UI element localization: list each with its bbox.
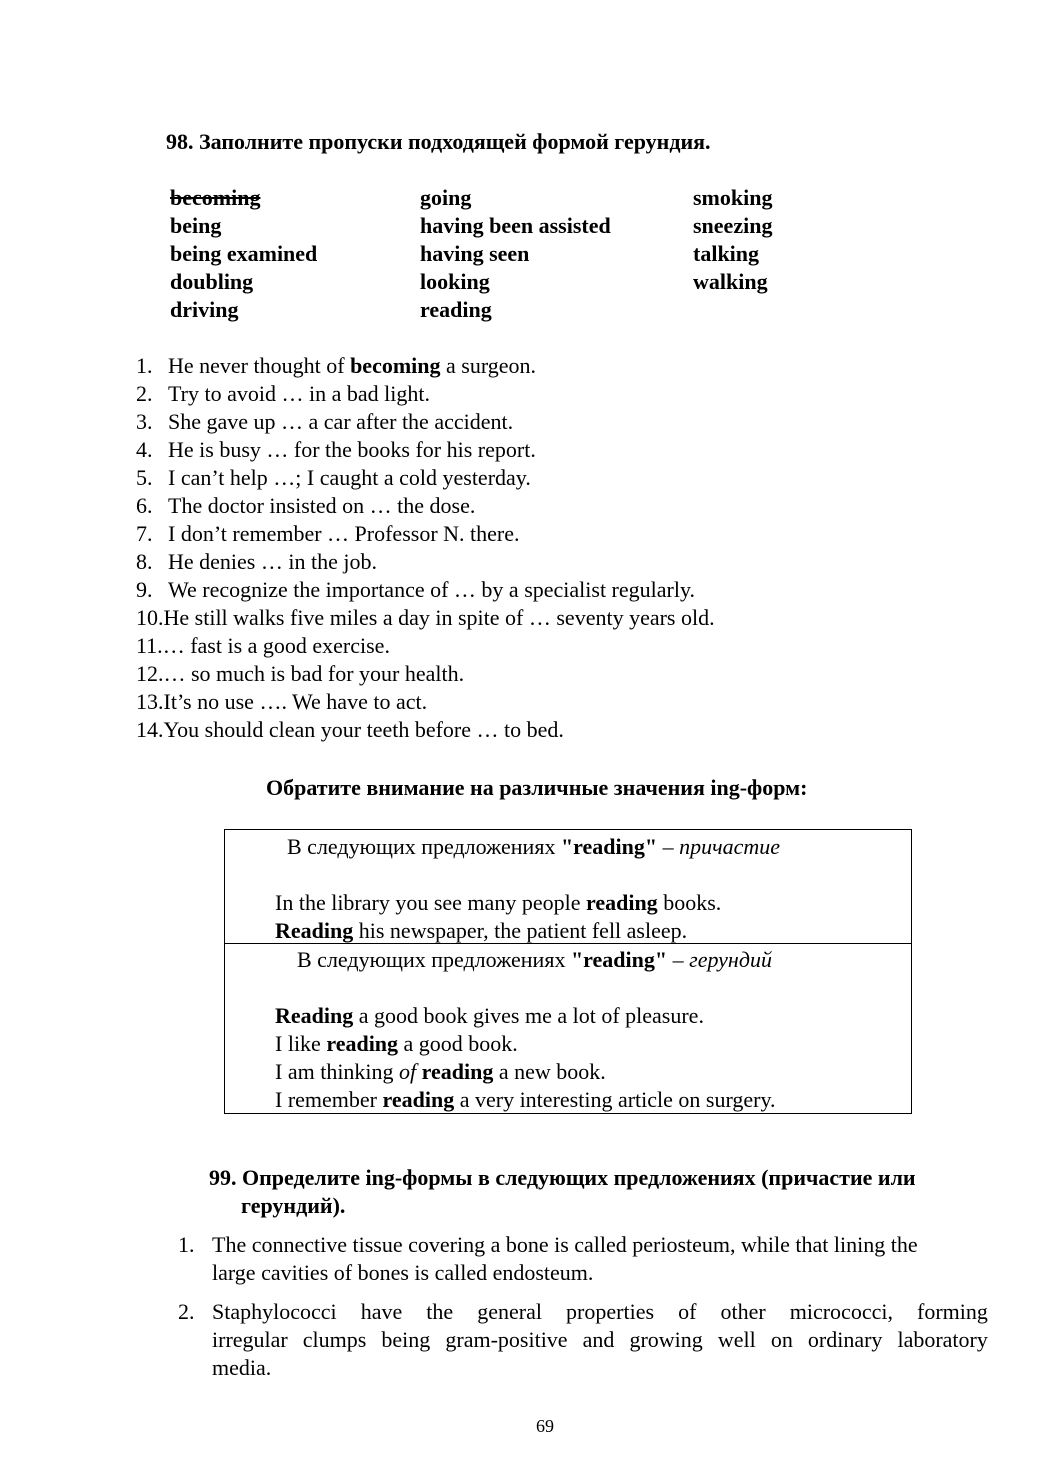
- gerund-example: [275, 1030, 518, 1058]
- word-bank-column-1: [170, 184, 317, 324]
- sentence-item: [136, 660, 715, 688]
- word-bank-item: doubling: [170, 269, 254, 294]
- sentence-item: [136, 604, 715, 632]
- sentence-number: 3.: [136, 409, 153, 434]
- word: laboratory: [897, 1327, 988, 1352]
- sentence-text: She gave up … a car after the accident.: [168, 409, 514, 434]
- sentence-item: [136, 380, 715, 408]
- word-bank-item: being: [170, 213, 222, 238]
- exercise-99-title: [209, 1164, 989, 1220]
- word-bank-item: having seen: [420, 241, 530, 266]
- example-text: his newspaper, the patient fell asleep.: [353, 918, 688, 943]
- example-keyword: reading: [585, 890, 658, 915]
- item-line: [212, 1298, 988, 1326]
- word: being: [381, 1327, 431, 1352]
- sentence-number: 6.: [136, 493, 153, 518]
- item-line: media.: [212, 1355, 272, 1380]
- word: on: [770, 1327, 793, 1352]
- sentence-text: He never thought of: [168, 353, 351, 378]
- sentence-item: [136, 520, 715, 548]
- word: and: [582, 1327, 615, 1352]
- participle-example: [275, 917, 687, 945]
- sentence-number: 8.: [136, 549, 153, 574]
- example-text: a very interesting article on surgery.: [454, 1087, 776, 1112]
- caption-term: причастие: [679, 834, 781, 859]
- ing-forms-table: [224, 829, 912, 1114]
- item-text: [212, 1298, 988, 1382]
- word-bank-item: having been assisted: [420, 213, 611, 238]
- word-bank-item: sneezing: [693, 213, 773, 238]
- sentence-text: … so much is bad for your health.: [163, 661, 465, 686]
- example-preposition: of: [399, 1059, 417, 1084]
- word-bank-item: smoking: [693, 185, 773, 210]
- word-bank-item: going: [420, 185, 472, 210]
- word-bank-item: driving: [170, 297, 239, 322]
- word-bank-item: becoming: [170, 185, 261, 210]
- sentence-text: … fast is a good exercise.: [162, 633, 390, 658]
- word: have: [360, 1299, 403, 1324]
- sentence-item: [136, 548, 715, 576]
- gerund-caption: [297, 946, 772, 974]
- gerund-example: [275, 1058, 606, 1086]
- sentence-item: [136, 716, 715, 744]
- sentence-number: 13.: [136, 689, 164, 714]
- sentence-text: I don’t remember … Professor N. there.: [168, 521, 520, 546]
- sentence-number: 9.: [136, 577, 153, 602]
- page-number: 69: [536, 1416, 554, 1436]
- caption-text: В следующих предложениях: [287, 834, 561, 859]
- item-number: 1.: [178, 1232, 195, 1257]
- sentence-item: [136, 688, 715, 716]
- sentence-number: 4.: [136, 437, 153, 462]
- sentence-text: The doctor insisted on … the dose.: [168, 493, 476, 518]
- item-number: 2.: [178, 1299, 195, 1324]
- sentence-text: a surgeon.: [440, 353, 537, 378]
- sentence-number: 12.: [136, 661, 164, 686]
- example-text: I remember: [275, 1087, 383, 1112]
- notice-heading: Обратите внимание на различные значения ing-форм:: [266, 775, 808, 800]
- sentence-number: 10.: [136, 605, 164, 630]
- example-keyword: reading: [326, 1031, 399, 1056]
- word-bank-item: walking: [693, 269, 768, 294]
- exercise-98-sentences: [136, 352, 715, 744]
- sentence-text: It’s no use …. We have to act.: [163, 689, 428, 714]
- sentence-number: 5.: [136, 465, 153, 490]
- sentence-number: 2.: [136, 381, 153, 406]
- example-keyword: Reading: [275, 918, 354, 943]
- gerund-example: [275, 1002, 704, 1030]
- word-bank-column-3: [693, 184, 772, 296]
- word-bank-item: talking: [693, 241, 760, 266]
- participle-example: [275, 889, 721, 917]
- sentence-text: He is busy … for the books for his report.: [168, 437, 536, 462]
- sentence-item: [136, 632, 715, 660]
- example-keyword: reading: [421, 1059, 494, 1084]
- sentence-item: [136, 352, 715, 380]
- sentence-item: [136, 436, 715, 464]
- item-line: large cavities of bones is called endosteum.: [212, 1260, 594, 1285]
- word: Staphylococci: [212, 1299, 337, 1324]
- word: forming: [917, 1299, 988, 1324]
- example-text: a good book gives me a lot of pleasure.: [353, 1003, 704, 1028]
- caption-text: В следующих предложениях: [297, 947, 571, 972]
- example-keyword: Reading: [275, 1003, 354, 1028]
- example-text: books.: [657, 890, 722, 915]
- word: growing: [629, 1327, 703, 1352]
- sentence-text: Try to avoid … in a bad light.: [168, 381, 430, 406]
- sentence-text: I can’t help …; I caught a cold yesterday.: [168, 465, 531, 490]
- sentence-item: [136, 408, 715, 436]
- word-bank-item: looking: [420, 269, 490, 294]
- word: other: [720, 1299, 766, 1324]
- exercise-99-title-line: 99. Определите ing-формы в следующих предложениях (причастие или: [209, 1165, 916, 1190]
- sentence-number: 11.: [136, 633, 163, 658]
- sentence-number: 14.: [136, 717, 164, 742]
- caption-term: герундий: [689, 947, 772, 972]
- word-bank-column-2: [420, 184, 611, 324]
- example-keyword: reading: [382, 1087, 455, 1112]
- sentence-answer: becoming: [350, 353, 441, 378]
- word: irregular: [212, 1327, 288, 1352]
- example-text: I am thinking: [275, 1059, 400, 1084]
- caption-dash: –: [657, 834, 680, 859]
- word: gram-positive: [445, 1327, 568, 1352]
- word: clumps: [302, 1327, 367, 1352]
- sentence-item: [136, 576, 715, 604]
- sentence-text: He still walks five miles a day in spite of … seventy years old.: [163, 605, 715, 630]
- sentence-number: 1.: [136, 353, 153, 378]
- word: well: [717, 1327, 756, 1352]
- word: ordinary: [807, 1327, 883, 1352]
- gerund-example: [275, 1086, 776, 1114]
- sentence-text: We recognize the importance of … by a specialist regularly.: [168, 577, 696, 602]
- example-text: a new book.: [493, 1059, 606, 1084]
- word-bank-item: being examined: [170, 241, 318, 266]
- example-text: I like: [275, 1031, 327, 1056]
- example-text: In the library you see many people: [275, 890, 586, 915]
- sentence-item: [136, 492, 715, 520]
- caption-dash: –: [667, 947, 690, 972]
- item-line: [212, 1326, 988, 1354]
- word: micrococci,: [789, 1299, 893, 1324]
- caption-word: "reading": [570, 947, 668, 972]
- sentence-number: 7.: [136, 521, 153, 546]
- example-text: a good book.: [398, 1031, 518, 1056]
- word: properties: [566, 1299, 655, 1324]
- word: general: [477, 1299, 542, 1324]
- exercise-98-title: 98. Заполните пропуски подходящей формой герундия.: [166, 129, 711, 154]
- participle-caption: [287, 833, 780, 861]
- sentence-text: He denies … in the job.: [168, 549, 377, 574]
- caption-word: "reading": [560, 834, 658, 859]
- item-line: The connective tissue covering a bone is called periosteum, while that lining the: [212, 1232, 918, 1257]
- word: the: [426, 1299, 454, 1324]
- item-text: [212, 1231, 988, 1287]
- word: of: [678, 1299, 697, 1324]
- exercise-99-title-line: герундий).: [241, 1193, 346, 1218]
- sentence-text: You should clean your teeth before … to bed.: [163, 717, 564, 742]
- sentence-item: [136, 464, 715, 492]
- word-bank-item: reading: [420, 297, 492, 322]
- table-divider: [225, 943, 911, 944]
